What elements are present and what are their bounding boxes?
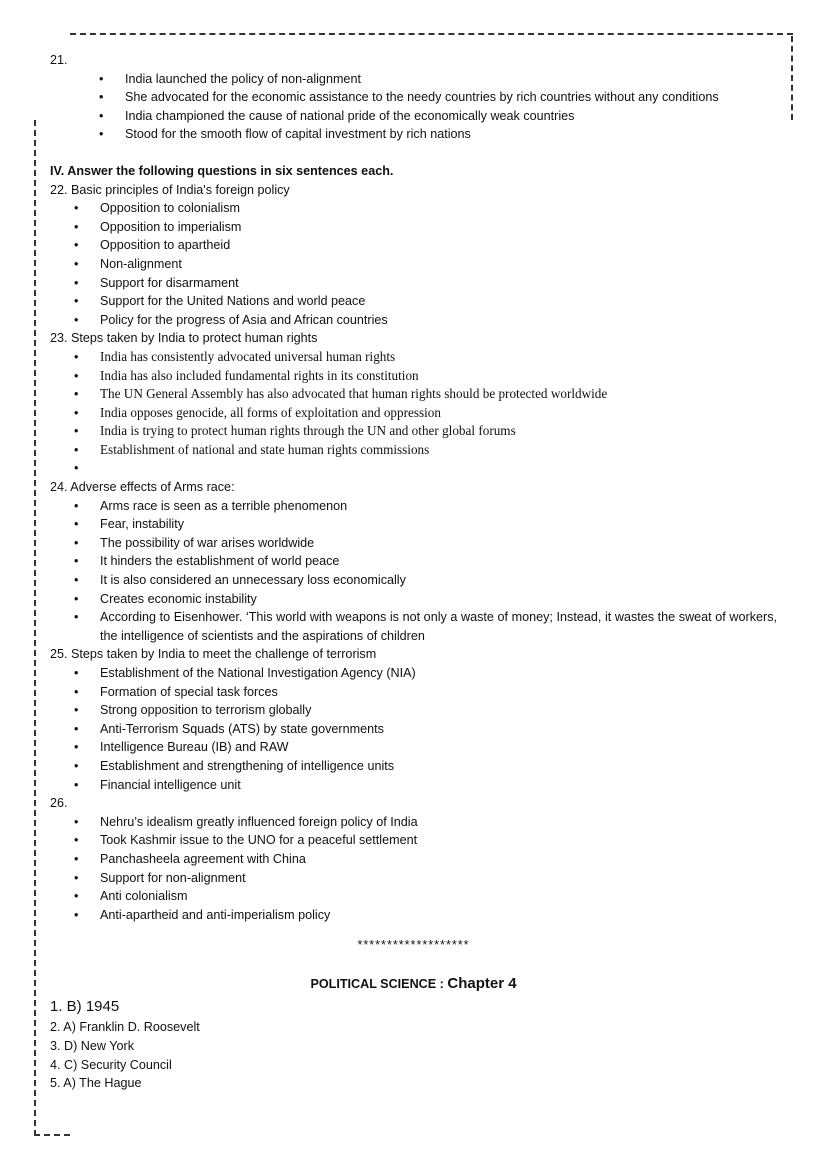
bullet-icon: • (74, 907, 79, 922)
list-item: • Formation of special task forces (50, 683, 777, 702)
bullet-icon: • (74, 721, 79, 736)
answer-item: 3. D) New York (50, 1038, 134, 1053)
list-item: • Anti colonialism (50, 887, 777, 906)
list-item: • The UN General Assembly has also advocated that human rights should be protected worldwide (50, 385, 777, 404)
bullet-icon: • (74, 201, 79, 216)
list-item: • It hinders the establishment of world peace (50, 552, 777, 571)
bullet-icon: • (74, 517, 79, 532)
bullet-icon: • (74, 870, 79, 885)
list-item: • Took Kashmir issue to the UNO for a peaceful settlement (50, 831, 777, 850)
bullet-icon: • (74, 461, 79, 476)
q21-number: 21. (50, 53, 68, 67)
bullet-icon: • (99, 108, 104, 123)
list-item: • Establishment and strengthening of intelligence units (50, 757, 777, 776)
q26-number: 26. (50, 796, 68, 811)
bullet-icon: • (74, 535, 79, 550)
list-item: • Intelligence Bureau (IB) and RAW (50, 738, 777, 757)
bullet-icon: • (74, 740, 79, 755)
bullet-icon: • (74, 442, 79, 457)
list-item: • Establishment of the National Investigation Agency (NIA) (50, 664, 777, 683)
list-item: • India championed the cause of national pride of the economically weak countries (50, 107, 777, 126)
bullet-icon: • (74, 684, 79, 699)
q24-title: 24. Adverse effects of Arms race: (50, 480, 235, 495)
bullet-icon: • (74, 814, 79, 829)
bullet-icon: • (74, 703, 79, 718)
list-item: • India launched the policy of non-alignment (50, 70, 777, 89)
chapter-prefix: POLITICAL SCIENCE : (310, 977, 444, 992)
bullet-icon: • (74, 238, 79, 253)
q23-list (50, 348, 777, 478)
bullet-icon: • (74, 777, 79, 792)
list-item: • India has consistently advocated universal human rights (50, 348, 777, 367)
q21-list (50, 70, 777, 144)
bullet-icon: • (74, 833, 79, 848)
list-item: • Strong opposition to terrorism globally (50, 701, 777, 720)
section-heading: IV. Answer the following questions in six sentences each. (50, 163, 394, 178)
chapter-heading (50, 974, 777, 994)
list-item: • Support for the United Nations and world peace (50, 292, 777, 311)
list-item: • Stood for the smooth flow of capital investment by rich nations (50, 125, 777, 144)
bullet-icon: • (74, 275, 79, 290)
bullet-icon: • (74, 573, 79, 588)
answer-item: 4. C) Security Council (50, 1057, 172, 1072)
bullet-icon: • (74, 889, 79, 904)
list-item: • It is also considered an unnecessary loss economically (50, 571, 777, 590)
page-border-right (791, 36, 793, 120)
bullet-icon: • (74, 405, 79, 420)
q22-list (50, 199, 777, 329)
bullet-icon: • (74, 610, 79, 625)
q26-list (50, 813, 777, 925)
list-item: • Anti-Terrorism Squads (ATS) by state governments (50, 720, 777, 739)
bullet-icon: • (74, 666, 79, 680)
list-item: • The possibility of war arises worldwide (50, 534, 777, 553)
list-item: • Anti-apartheid and anti-imperialism policy (50, 906, 777, 925)
answer-item: 1. B) 1945 (50, 998, 120, 1016)
q25-title: 25. Steps taken by India to meet the challenge of terrorism (50, 647, 377, 662)
bullet-icon: • (74, 256, 79, 271)
list-item: • She advocated for the economic assistance to the needy countries by rich countries without any conditions (50, 88, 777, 107)
list-item: • Fear, instability (50, 515, 777, 534)
bullet-icon: • (74, 758, 79, 773)
list-item: • Establishment of national and state human rights commissions (50, 441, 777, 460)
bullet-icon: • (99, 71, 104, 86)
chapter-name: Chapter 4 (447, 975, 517, 993)
page-border-left (34, 120, 36, 1136)
page-border-bottom (34, 1134, 70, 1136)
list-item: • India has also included fundamental rights in its constitution (50, 367, 777, 386)
bullet-icon: • (74, 294, 79, 309)
q24-list (50, 497, 777, 646)
list-item: • Support for non-alignment (50, 869, 777, 888)
bullet-icon: • (74, 851, 79, 866)
list-item: • Arms race is seen as a terrible phenomenon (50, 497, 777, 516)
bullet-icon: • (74, 424, 79, 439)
list-item: • Non-alignment (50, 255, 777, 274)
bullet-icon: • (74, 591, 79, 606)
list-item: • Opposition to apartheid (50, 236, 777, 255)
list-item: • India opposes genocide, all forms of exploitation and oppression (50, 404, 777, 423)
page-border-top (70, 33, 793, 35)
bullet-icon: • (74, 219, 79, 234)
bullet-icon: • (99, 90, 104, 105)
list-item: • Opposition to imperialism (50, 218, 777, 237)
answer-item: 2. A) Franklin D. Roosevelt (50, 1020, 200, 1035)
bullet-icon: • (74, 387, 79, 402)
bullet-icon: • (74, 349, 79, 364)
q25-list (50, 664, 777, 794)
list-item: • Creates economic instability (50, 590, 777, 609)
list-item: • Panchasheela agreement with China (50, 850, 777, 869)
answer-item: 5. A) The Hague (50, 1076, 142, 1091)
document-body (50, 51, 777, 1093)
list-item: • Policy for the progress of Asia and African countries (50, 311, 777, 330)
bullet-icon: • (74, 312, 79, 327)
list-item: • According to Eisenhower. ‘This world with weapons is not only a waste of money; Instead, it wastes the sweat of workers, the intelligence of scientists and the aspirations of children (74, 610, 777, 643)
list-item: • Support for disarmament (50, 274, 777, 293)
bullet-icon: • (99, 127, 104, 142)
list-item: • Financial intelligence unit (50, 776, 777, 795)
list-item: • India is trying to protect human rights through the UN and other global forums (50, 422, 777, 441)
q22-title: 22. Basic principles of India's foreign policy (50, 182, 290, 197)
list-item: • Opposition to colonialism (50, 199, 777, 218)
bullet-icon: • (74, 368, 79, 383)
list-item-empty (50, 459, 777, 478)
list-item: • Nehru’s idealism greatly influenced foreign policy of India (50, 813, 777, 832)
bullet-icon: • (74, 554, 79, 569)
q23-title: 23. Steps taken by India to protect human rights (50, 331, 318, 346)
separator: ******************* (357, 938, 470, 953)
bullet-icon: • (74, 498, 79, 513)
